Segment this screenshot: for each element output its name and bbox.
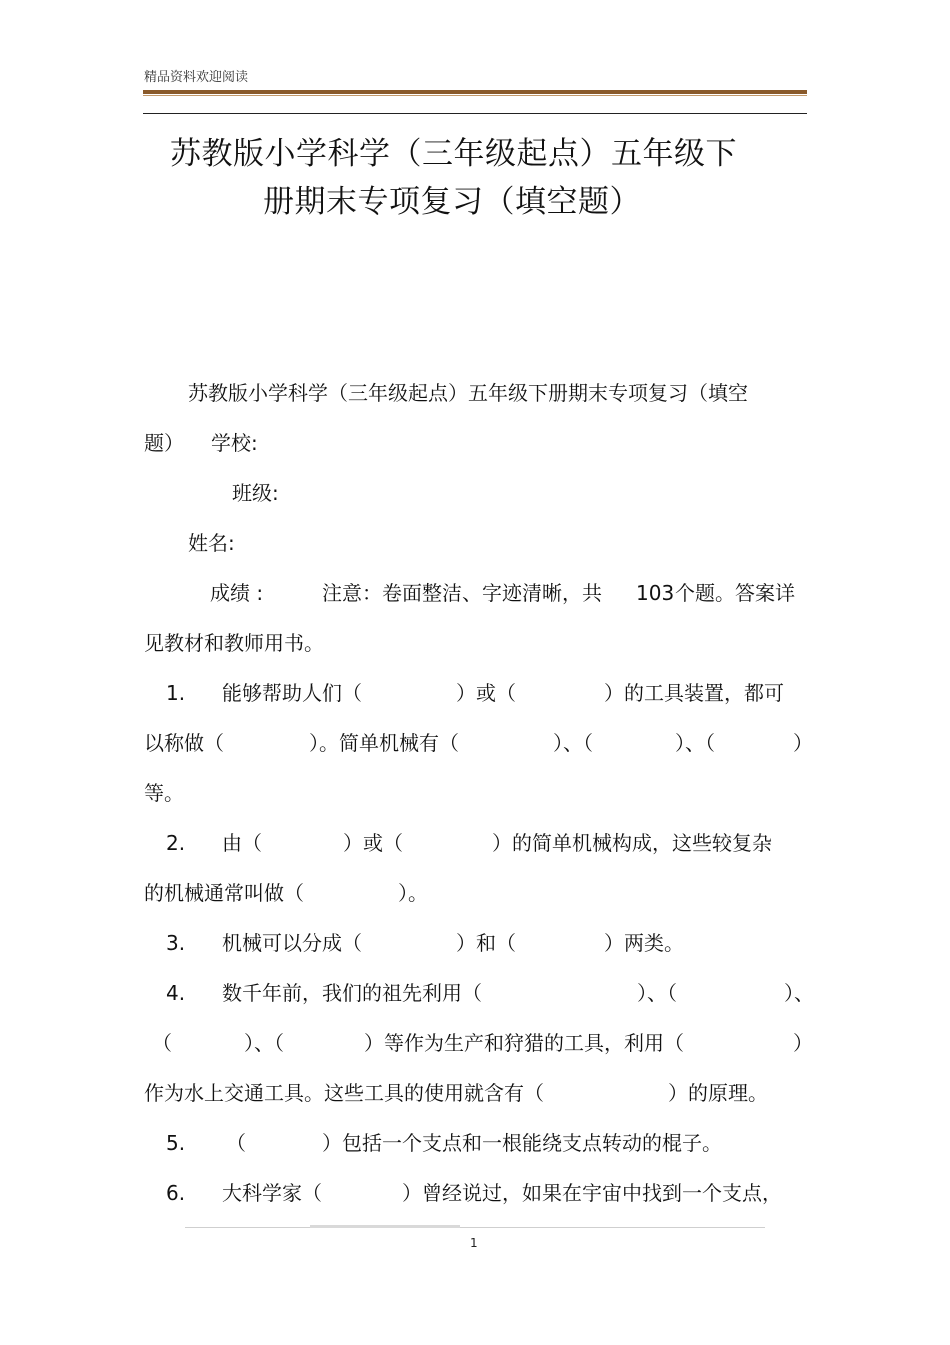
q4-text-c: ）、 — [784, 981, 814, 1005]
question-number: 2. — [166, 831, 186, 855]
q1-text-i: 等。 — [144, 781, 184, 805]
q1-text-g: ）、（ — [675, 731, 715, 755]
q4-text-i: ）的原理。 — [668, 1081, 768, 1105]
title-line-2: 册期末专项复习（填空题） — [263, 184, 641, 220]
q4-text-b: ）、（ — [637, 981, 677, 1005]
q2-text-b: ）或（ — [343, 831, 403, 855]
question-number: 3. — [166, 931, 186, 955]
q1-text-d: 以称做（ — [144, 731, 224, 755]
question-number: 1. — [166, 681, 186, 705]
page-number: 1 — [470, 1236, 478, 1250]
q4-text-a: 数千年前，我们的祖先利用（ — [222, 981, 482, 1005]
header-rule-accent — [143, 95, 807, 96]
q4-text-h: 作为水上交通工具。这些工具的使用就含有（ — [144, 1081, 544, 1105]
q6-text-b: ）曾经说过，如果在宇宙中找到一个支点， — [402, 1181, 782, 1205]
q4-text-g: ） — [793, 1031, 813, 1055]
q4-text-f: ）等作为生产和狩猎的工具，利用（ — [364, 1031, 684, 1055]
note-text-a: 注意：卷面整洁、字迹清晰，共 — [322, 581, 602, 605]
score-label: 成绩 : — [210, 581, 264, 605]
q1-text-a: 能够帮助人们（ — [222, 681, 362, 705]
q3-text-a: 机械可以分成（ — [222, 931, 362, 955]
q3-text-c: ）两类。 — [604, 931, 684, 955]
q1-text-f: ）、（ — [553, 731, 593, 755]
q1-text-b: ）或（ — [456, 681, 516, 705]
q4-text-d: （ — [152, 1031, 172, 1055]
q2-text-a: 由（ — [222, 831, 262, 855]
intro-line-1: 苏教版小学科学（三年级起点）五年级下册期末专项复习（填空 — [188, 381, 748, 405]
intro-line-2: 题） — [144, 431, 184, 455]
footer-rule-accent — [310, 1225, 460, 1228]
question-number: 4. — [166, 981, 186, 1005]
class-label: 班级: — [232, 481, 279, 505]
question-number: 6. — [166, 1181, 186, 1205]
q4-text-e: ）、（ — [244, 1031, 284, 1055]
header-label: 精品资料欢迎阅读 — [144, 70, 249, 85]
question-number: 5. — [166, 1131, 186, 1155]
q1-text-e: ）。简单机械有（ — [309, 731, 459, 755]
q5-text-a: （ — [226, 1131, 246, 1155]
title-line-1: 苏教版小学科学（三年级起点）五年级下 — [170, 136, 737, 172]
note-line-2: 见教材和教师用书。 — [144, 631, 324, 655]
q2-text-e: ）。 — [398, 881, 428, 905]
q3-text-b: ）和（ — [456, 931, 516, 955]
q2-text-c: ）的简单机械构成，这些较复杂 — [492, 831, 772, 855]
footer-rule — [185, 1227, 765, 1228]
note-count: 103 — [636, 581, 675, 605]
q6-text-a: 大科学家（ — [222, 1181, 322, 1205]
header-rule — [143, 90, 807, 94]
q1-text-c: ）的工具装置，都可 — [604, 681, 784, 705]
header-rule-thin — [143, 113, 807, 114]
q5-text-b: ）包括一个支点和一根能绕支点转动的棍子。 — [322, 1131, 722, 1155]
q2-text-d: 的机械通常叫做（ — [144, 881, 304, 905]
school-label: 学校: — [211, 431, 258, 455]
name-label: 姓名: — [188, 531, 235, 555]
q1-text-h: ） — [793, 731, 813, 755]
note-text-b: 个题。答案详 — [675, 581, 795, 605]
